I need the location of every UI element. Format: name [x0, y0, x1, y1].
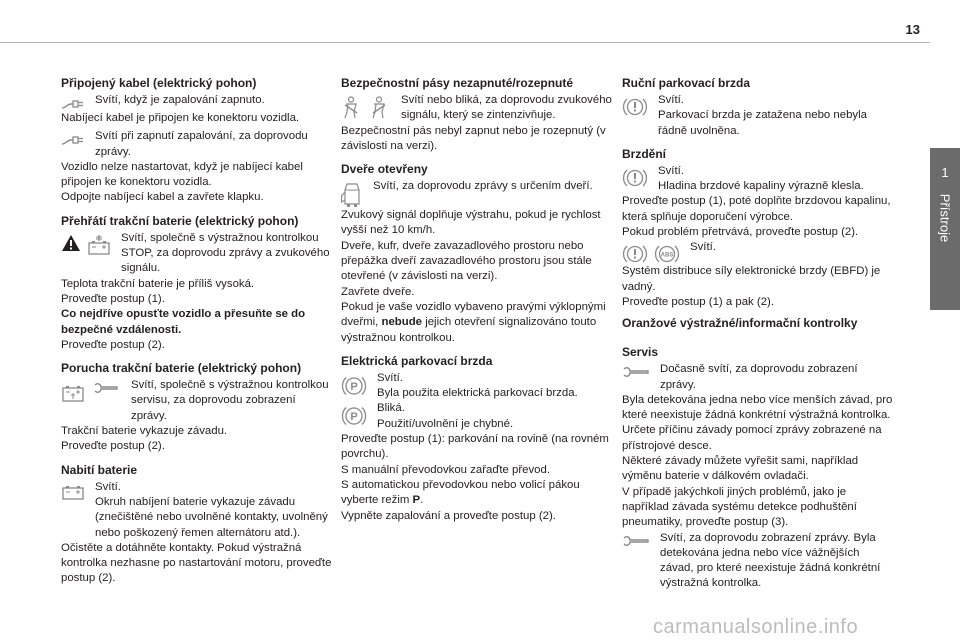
chapter-tab-label: Přístroje [937, 193, 953, 243]
battery-fault-icon [61, 381, 85, 403]
brake-warning-icon [622, 167, 648, 189]
text: Svítí. [377, 371, 403, 384]
text: S manuální převodovkou zařaďte převod. [341, 463, 550, 476]
text: Proveďte postup (2). [61, 338, 165, 351]
abs-icon [654, 243, 680, 265]
heading-charging-battery: Nabití baterie [61, 462, 138, 477]
abs-icon-label: ABS [660, 252, 674, 259]
text: Očistěte a dotáhněte kontakty. Pokud výstražná kontrolka nezhasne po nastartování motoru, proveďte postup (2). [61, 541, 332, 585]
text: Trakční baterie vykazuje závadu. [61, 425, 228, 438]
wrench-icon [622, 365, 650, 379]
text: Dočasně svítí, za doprovodu zobrazení zprávy. [660, 363, 858, 391]
service-row-1 [622, 362, 894, 393]
charge-cable-state-2 [61, 129, 333, 160]
handbrake-row [622, 93, 894, 139]
brake-warning-icon [622, 96, 648, 118]
brakes-row [622, 164, 894, 195]
epb-state-2 [341, 401, 613, 432]
service-row-2 [622, 531, 894, 592]
seatbelt-rear-icon [369, 96, 389, 120]
heading-handbrake: Ruční parkovací brzda [622, 76, 751, 90]
text: Proveďte postup (2). [61, 440, 165, 453]
seatbelts-row [341, 93, 613, 124]
column-2 [341, 76, 613, 524]
heading-battery-fault: Porucha trakční baterie (elektrický pohon) [61, 361, 302, 376]
text: Svítí, společně s výstražnou kontrolkou STOP, za doprovodu zprávy a zvukového signálu. [121, 231, 330, 275]
plug-icon [61, 96, 85, 112]
battery-icon [61, 483, 85, 501]
text: Svítí. [95, 480, 121, 493]
text: Pokud problém přetrvává, proveďte postup (2). [622, 226, 859, 239]
brake-warning-icon [622, 243, 648, 265]
seatbelt-icon [341, 96, 361, 120]
door-open-icon [341, 182, 363, 208]
parking-brake-icon [341, 374, 367, 398]
text: Svítí, společně s výstražnou kontrolkou servisu, za doprovodu zobrazení zprávy. [131, 379, 329, 422]
svg-text:P: P [350, 411, 358, 424]
battery-fault-row [61, 378, 333, 424]
text: Dveře, kufr, dveře zavazadlového prostoru nebo přepážka dveří zavazadlového prostoru jsou stále otevřené (v závislosti na verzi). [341, 239, 592, 283]
text: Zavřete dveře. [341, 285, 415, 298]
plug-icon [61, 132, 85, 148]
text: Svítí. [658, 164, 684, 177]
text: Vypněte zapalování a proveďte postup (2). [341, 509, 556, 522]
overheat-row [61, 231, 333, 277]
text: Bezpečnostní pás nebyl zapnut nebo je rozepnutý (v závislosti na verzi). [341, 124, 606, 152]
text: Parkovací brzda je zatažena nebo nebyla řádně uvolněna. [658, 109, 867, 137]
column-3 [622, 76, 894, 592]
text: Systém distribuce síly elektronické brzdy (EBFD) je vadný. [622, 265, 881, 293]
text: Svítí, za doprovodu zprávy s určením dveří. [373, 180, 593, 193]
text: Proveďte postup (1). [61, 292, 165, 305]
text: Svítí při zapnutí zapalování, za doprovodu zprávy. [95, 130, 308, 158]
text: Svítí, když je zapalování zapnuto. [95, 94, 265, 106]
heading-seatbelts: Bezpečnostní pásy nezapnuté/rozepnuté [341, 76, 574, 90]
text: Proveďte postup (1), poté doplňte brzdovou kapalinu, která splňuje doporučení výrobce. [622, 195, 891, 223]
heading-orange-warnings: Oranžové výstražné/informační kontrolky [622, 316, 858, 331]
battery-temperature-icon [87, 234, 111, 256]
text: Nabíjecí kabel je připojen ke konektoru vozidla. [61, 112, 300, 124]
text: Svítí. [658, 94, 684, 106]
chapter-tab-number: 1 [941, 165, 949, 180]
wrench-icon [93, 381, 119, 395]
heading-epb: Elektrická parkovací brzda [341, 353, 493, 368]
text: Bliká. [377, 402, 405, 415]
wrench-icon [622, 534, 650, 548]
watermark: carmanualsonline.info [653, 616, 859, 638]
text: Hladina brzdové kapaliny výrazně klesla. [658, 180, 864, 193]
text-bold: Co nejdříve opusťte vozidlo a přesuňte se do bezpečné vzdálenosti. [61, 308, 306, 336]
text: Zvukový signál doplňuje výstrahu, pokud je rychlost vyšší než 10 km/h. [341, 209, 601, 237]
parking-brake-icon [341, 404, 367, 428]
column-1 [61, 76, 333, 587]
top-divider [0, 42, 930, 43]
heading-overheat: Přehřátí trakční baterie (elektrický pohon) [61, 213, 299, 228]
text-rich: S automatickou převodovkou nebo volicí pákou vyberte režim P. [341, 478, 580, 507]
text: Proveďte postup (1): parkování na rovině (na rovném povrchu). [341, 433, 609, 461]
text-rich: Pokud je vaše vozidlo vybaveno pravými výklopnými dveřmi, nebude jejich otevření signalizováno touto výstražnou kontrolkou. [341, 300, 606, 344]
text: Teplota trakční baterie je příliš vysoká. [61, 277, 255, 290]
text: V případě jakýchkoli jiných problémů, jako je například závada systému detekce podhuštění pneumatiky, proveďte postup (3). [622, 485, 857, 529]
warning-triangle-icon [61, 234, 81, 252]
page-number: 13 [905, 22, 920, 37]
text: Svítí. [690, 241, 716, 254]
text: Okruh nabíjení baterie vykazuje závadu (znečištěné nebo uvolněné kontakty, uvolněný nebo poškozený řemen alternátoru atd.). [95, 495, 328, 539]
doors-row [341, 179, 613, 208]
text: Vozidlo nelze nastartovat, když je nabíjecí kabel připojen ke konektoru vozidla. [61, 160, 303, 189]
charging-battery-row [61, 480, 333, 541]
heading-service: Servis [622, 345, 659, 360]
text: Svítí nebo bliká, za doprovodu zvukového signálu, který se zintenzivňuje. [401, 94, 612, 122]
text: Byla detekována jedna nebo více menších závad, pro které neexistuje žádná konkrétní výstražná kontrolka. [622, 393, 893, 422]
svg-text:P: P [350, 380, 358, 393]
heading-doors: Dveře otevřeny [341, 162, 428, 177]
heading-charge-cable: Připojený kabel (elektrický pohon) [61, 76, 257, 90]
text: Určete příčinu závady pomocí zprávy zobrazené na přístrojové desce. [622, 424, 882, 452]
heading-brakes: Brzdění [622, 146, 667, 161]
text: Svítí, za doprovodu zobrazení zprávy. Byla detekována jedna nebo více vážnějších závad, pro které neexistuje žádná konkrétní výstražná kontrolka. [660, 531, 881, 590]
charge-cable-state-1 [61, 93, 333, 112]
epb-state-1 [341, 371, 613, 402]
text: Některé závady můžete vyřešit sami, například výměnu baterie v dálkovém ovladači. [622, 455, 859, 483]
ebfd-row [622, 240, 894, 265]
text: Byla použita elektrická parkovací brzda. [377, 387, 578, 400]
text: Odpojte nabíjecí kabel a zavřete klapku. [61, 191, 264, 204]
text: Proveďte postup (1) a pak (2). [622, 295, 774, 308]
text: Použití/uvolnění je chybné. [377, 417, 514, 430]
